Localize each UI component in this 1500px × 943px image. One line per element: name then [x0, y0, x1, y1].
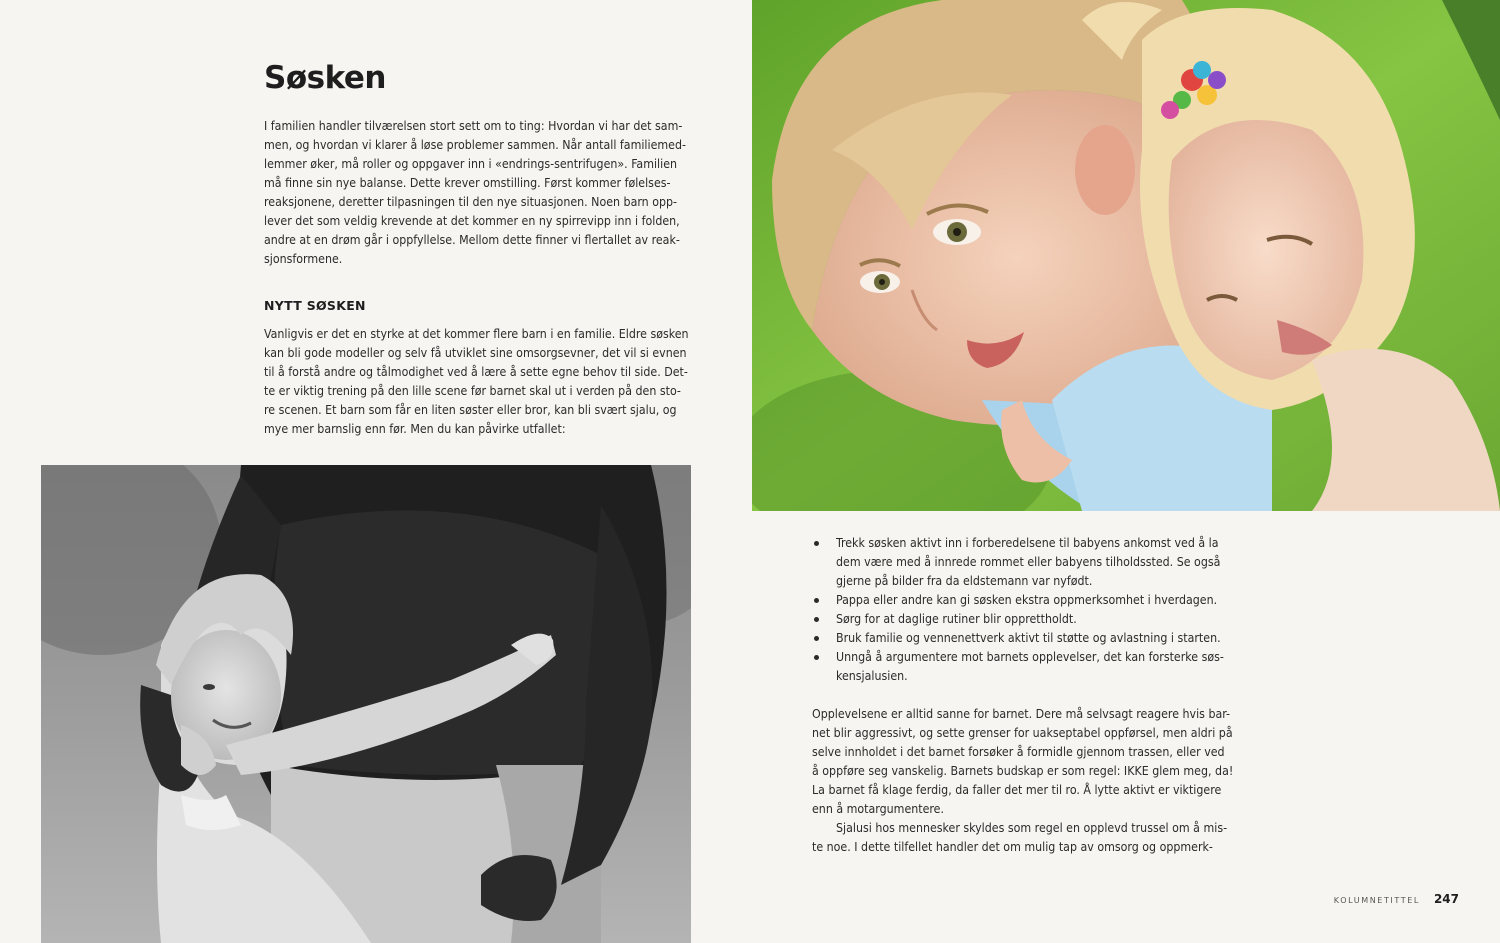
text-line: gjerne på bilder fra da eldstemann var nyfødt. [836, 574, 1093, 588]
text-line: Bruk familie og vennenettverk aktivt til støtte og avlastning i starten. [836, 631, 1221, 645]
text-line: kensjalusien. [836, 669, 908, 683]
text-line: men, og hvordan vi klarer å løse problemer sammen. Når antall familiemed- [264, 138, 686, 152]
text-line: Sjalusi hos mennesker skyldes som regel en opplevd trussel om å mis- [836, 821, 1228, 835]
text-line: til å forstå andre og tålmodighet ved å lære å sette egne behov til side. Det- [264, 365, 688, 379]
section-heading: NYTT SØSKEN [264, 298, 366, 313]
text-line: reaksjonene, deretter tilpasningen til den nye situasjonen. Noen barn opp- [264, 195, 678, 209]
tips-list [812, 534, 1242, 686]
text-line: Vanligvis er det en styrke at det kommer flere barn i en familie. Eldre søsken [264, 327, 689, 341]
text-line: te er viktig trening på den lille scene før barnet skal ut i verden på den sto- [264, 384, 681, 398]
chapter-title: Søsken [264, 60, 386, 96]
text-line: dem være med å innrede rommet eller babyens tilholdssted. Se også [836, 555, 1221, 569]
text-line: La barnet få klage ferdig, da faller det mer til ro. Å lytte aktivt er viktigere [812, 783, 1222, 797]
intro-paragraph [264, 117, 690, 269]
right-page [750, 0, 1500, 943]
section-paragraph [264, 325, 690, 439]
list-item [812, 610, 1242, 629]
list-item [812, 648, 1242, 686]
text-line: Sørg for at daglige rutiner blir opprettholdt. [836, 612, 1077, 626]
text-line: sjonsformene. [264, 252, 343, 266]
text-line: mye mer barnslig enn før. Men du kan påvirke utfallet: [264, 422, 566, 436]
running-head: KOLUMNETITTEL [1333, 896, 1420, 905]
list-item [812, 629, 1242, 648]
text-line: lever det som veldig krevende at det kommer en ny spirrevipp inn i folden, [264, 214, 680, 228]
text-line: Unngå å argumentere mot barnets opplevelser, det kan forsterke søs- [836, 650, 1224, 664]
list-item [812, 534, 1242, 591]
text-line: andre at en drøm går i oppfyllelse. Mellom dette finner vi flertallet av reak- [264, 233, 680, 247]
text-line: selve innholdet i det barnet forsøker å formidle gjennom trassen, eller ved [812, 745, 1225, 759]
list-item [812, 591, 1242, 610]
page-footer [1334, 892, 1459, 906]
text-line: Trekk søsken aktivt inn i forberedelsene til babyens ankomst ved å la [836, 536, 1219, 550]
body-paragraph [812, 705, 1242, 857]
photo-two-sisters [752, 0, 1500, 511]
page-number: 247 [1433, 892, 1459, 906]
text-line: re scenen. Et barn som får en liten søster eller bror, kan bli svært sjalu, og [264, 403, 677, 417]
text-line: lemmer øker, må roller og oppgaver inn i «endrings-sentrifugen». Familien [264, 157, 678, 171]
text-line: kan bli gode modeller og selv få utviklet sine omsorgsevner, det vil si evnen [264, 346, 687, 360]
text-line: te noe. I dette tilfellet handler det om mulig tap av omsorg og oppmerk- [812, 840, 1213, 854]
text-line: å oppføre seg vanskelig. Barnets budskap er som regel: IKKE glem meg, da! [812, 764, 1234, 778]
text-line: Pappa eller andre kan gi søsken ekstra oppmerksomhet i hverdagen. [836, 593, 1218, 607]
text-line: I familien handler tilværelsen stort sett om to ting: Hvordan vi har det sam- [264, 119, 683, 133]
photo-child-hugging-mother [41, 465, 691, 943]
text-line: net blir aggressivt, og sette grenser for uakseptabel oppførsel, men aldri på [812, 726, 1233, 740]
text-line: Opplevelsene er alltid sanne for barnet. Dere må selvsagt reagere hvis bar- [812, 707, 1230, 721]
text-line: må finne sin nye balanse. Dette krever omstilling. Først kommer følelses- [264, 176, 671, 190]
text-line: enn å motargumentere. [812, 802, 945, 816]
